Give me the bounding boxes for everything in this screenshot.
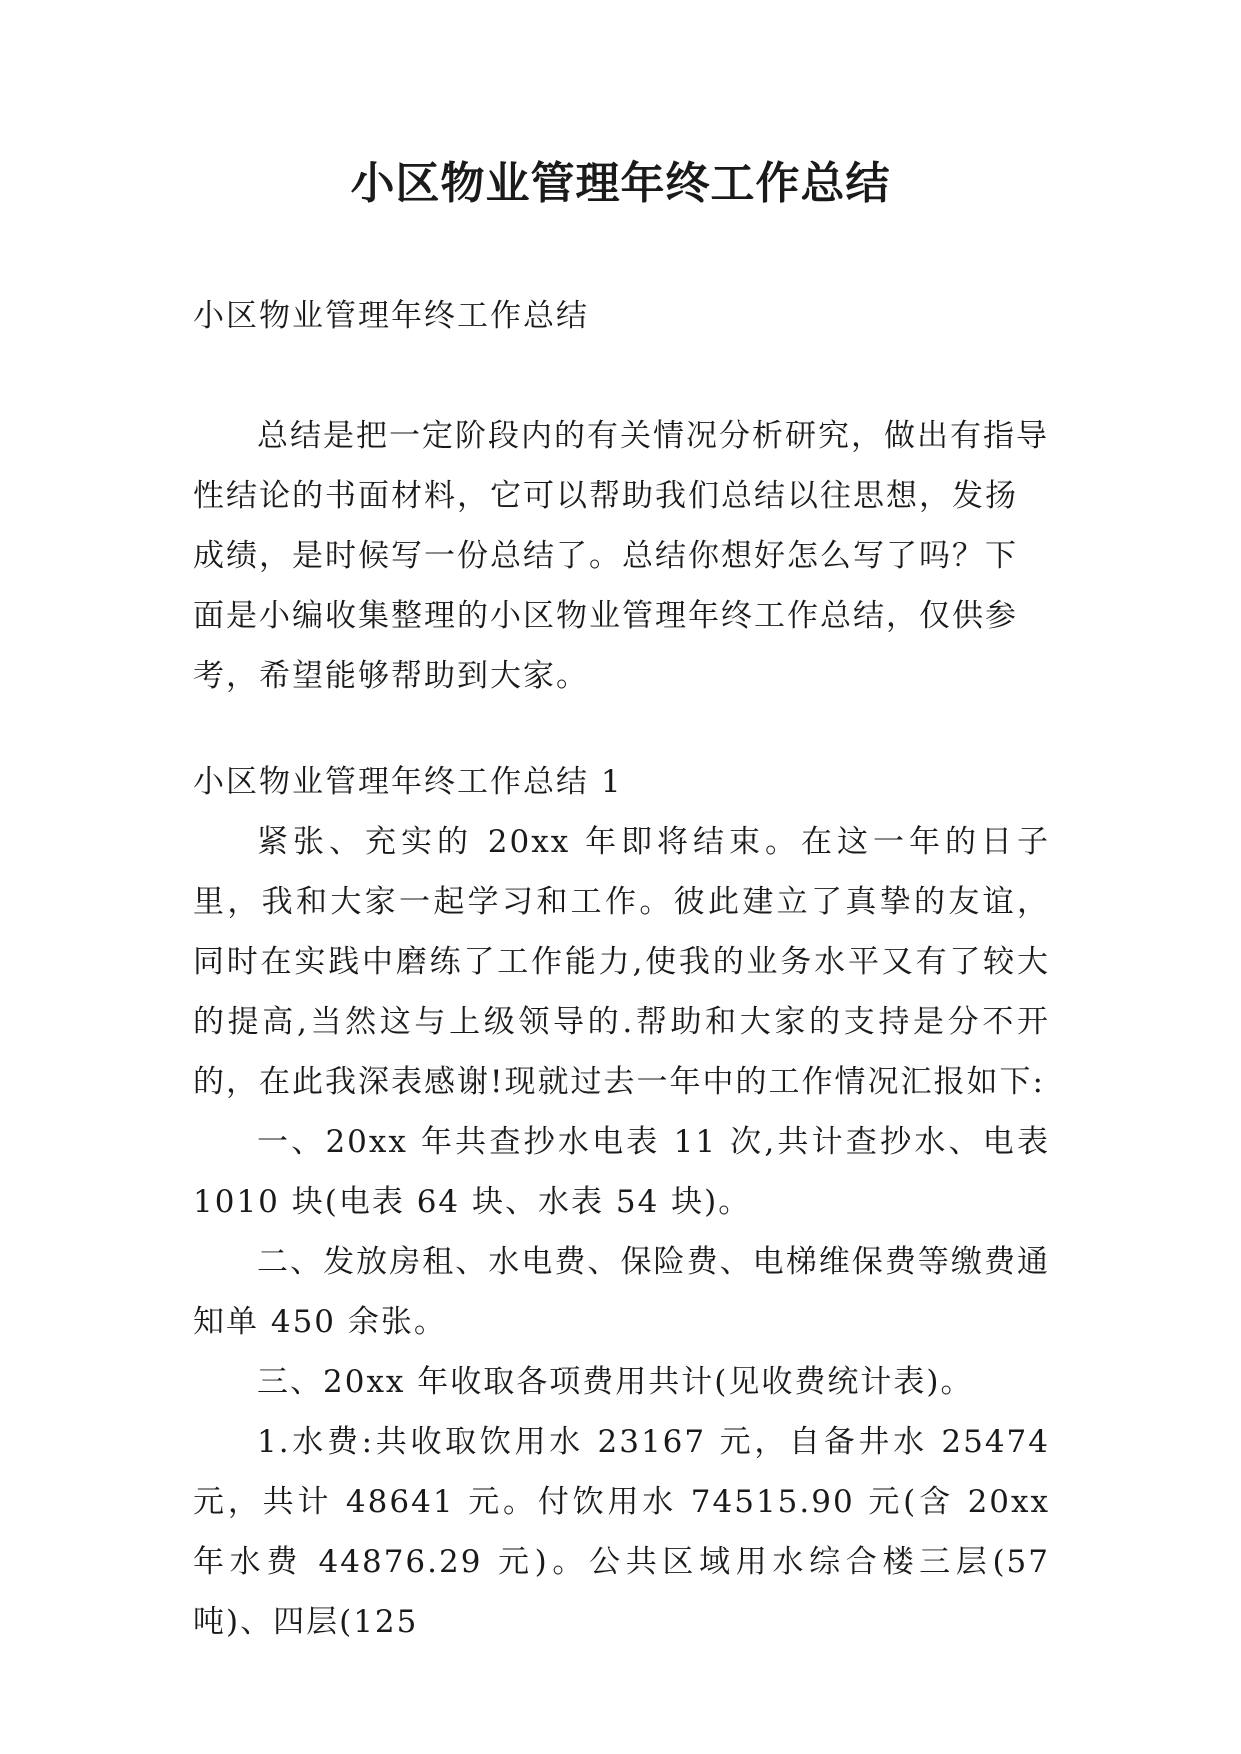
document-subtitle: 小区物业管理年终工作总结	[193, 298, 589, 334]
section-body	[193, 812, 1050, 1652]
document-title: 小区物业管理年终工作总结	[350, 158, 891, 209]
intro-paragraph: 总结是把一定阶段内的有关情况分析研究，做出有指导性结论的书面材料，它可以帮助我们总结以往思想，发扬成绩，是时候写一份总结了。总结你想好怎么写了吗？下面是小编收集整理的小区物业管理年终工作总结，仅供参考，希望能够帮助到大家。	[193, 418, 1049, 694]
section-heading: 小区物业管理年终工作总结 1	[193, 764, 623, 800]
body-paragraph: 1.水费:共收取饮用水 23167 元，自备井水 25474 元，共计 48641 元。付饮用水 74515.90 元(含 20xx 年水费 44876.29 元)。公共区域用水综合楼三层(57 吨)、四层(125	[193, 1424, 1050, 1640]
body-paragraph: 紧张、充实的 20xx 年即将结束。在这一年的日子里，我和大家一起学习和工作。彼此建立了真挚的友谊，同时在实践中磨练了工作能力,使我的业务水平又有了较大的提高,当然这与上级领导的.帮助和大家的支持是分不开的，在此我深表感谢!现就过去一年中的工作情况汇报如下:	[193, 824, 1050, 1100]
body-paragraph: 三、20xx 年收取各项费用共计(见收费统计表)。	[257, 1364, 974, 1400]
body-paragraph: 一、20xx 年共查抄水电表 11 次,共计查抄水、电表 1010 块(电表 64 块、水表 54 块)。	[193, 1124, 1050, 1220]
body-paragraph: 二、发放房租、水电费、保险费、电梯维保费等缴费通知单 450 余张。	[193, 1244, 1050, 1340]
